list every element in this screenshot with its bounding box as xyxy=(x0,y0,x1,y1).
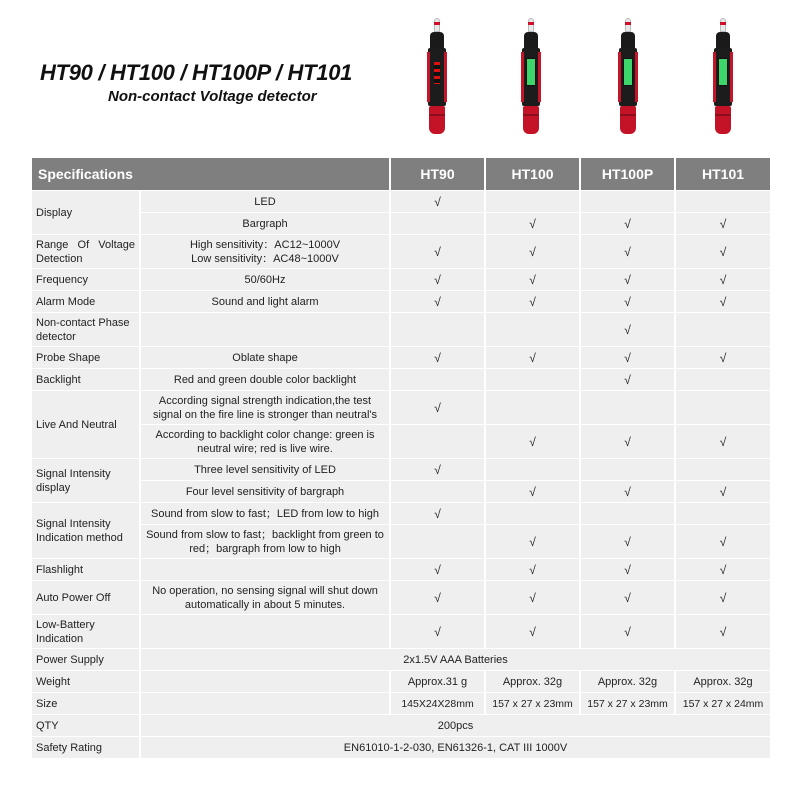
table-row xyxy=(32,425,770,458)
empty-cell xyxy=(581,191,674,212)
table-row xyxy=(32,693,770,714)
check-mark: √ xyxy=(581,313,674,346)
check-mark: √ xyxy=(486,213,579,234)
table-row xyxy=(32,737,770,758)
row-description: LED xyxy=(141,191,389,212)
check-mark: √ xyxy=(391,503,484,524)
row-label: Size xyxy=(32,693,139,714)
header-model: HT101 xyxy=(676,158,770,190)
empty-cell xyxy=(486,503,579,524)
table-row xyxy=(32,481,770,502)
table-row xyxy=(32,525,770,558)
table-row xyxy=(32,191,770,212)
row-label: Live And Neutral xyxy=(32,391,139,458)
weight-value: Approx. 32g xyxy=(581,671,674,692)
check-mark: √ xyxy=(486,425,579,458)
empty-cell xyxy=(391,425,484,458)
empty-cell xyxy=(141,693,389,714)
row-value: EN61010-1-2-030, EN61326-1, CAT III 1000V xyxy=(141,737,770,758)
table-row xyxy=(32,269,770,290)
table-header-row xyxy=(32,158,770,190)
table-row xyxy=(32,459,770,480)
row-value: 2x1.5V AAA Batteries xyxy=(141,649,770,670)
product-image-ht90 xyxy=(424,18,450,140)
check-mark: √ xyxy=(581,425,674,458)
empty-cell xyxy=(486,313,579,346)
empty-cell xyxy=(391,525,484,558)
row-description: Sound from slow to fast；LED from low to high xyxy=(141,503,389,524)
check-mark: √ xyxy=(676,481,770,502)
empty-cell xyxy=(141,671,389,692)
empty-cell xyxy=(391,213,484,234)
empty-cell xyxy=(486,191,579,212)
check-mark: √ xyxy=(676,347,770,368)
row-label: Low-Battery Indication xyxy=(32,615,139,648)
check-mark: √ xyxy=(581,615,674,648)
row-description: Oblate shape xyxy=(141,347,389,368)
product-image-ht100p xyxy=(615,18,641,140)
check-mark: √ xyxy=(581,269,674,290)
row-description: According signal strength indication,the test signal on the fire line is stronger than neutral's xyxy=(141,391,389,424)
empty-cell xyxy=(486,391,579,424)
table-row xyxy=(32,291,770,312)
check-mark: √ xyxy=(486,235,579,268)
row-label: Alarm Mode xyxy=(32,291,139,312)
check-mark: √ xyxy=(581,481,674,502)
row-description: No operation, no sensing signal will shut down automatically in about 5 minutes. xyxy=(141,581,389,614)
check-mark: √ xyxy=(486,269,579,290)
table-row xyxy=(32,503,770,524)
header-specifications: Specifications xyxy=(32,158,389,190)
row-description: High sensitivity：AC12~1000V Low sensitivity：AC48~1000V xyxy=(141,235,389,268)
size-value: 145X24X28mm xyxy=(391,693,484,714)
size-value: 157 x 27 x 24mm xyxy=(676,693,770,714)
empty-cell xyxy=(486,459,579,480)
check-mark: √ xyxy=(676,425,770,458)
row-description: Bargraph xyxy=(141,213,389,234)
row-value: 200pcs xyxy=(141,715,770,736)
check-mark: √ xyxy=(676,269,770,290)
row-description: Sound from slow to fast；backlight from green to red；bargraph from low to high xyxy=(141,525,389,558)
empty-cell xyxy=(676,191,770,212)
check-mark: √ xyxy=(581,369,674,390)
empty-cell xyxy=(676,391,770,424)
check-mark: √ xyxy=(581,213,674,234)
empty-cell xyxy=(391,369,484,390)
row-label: Power Supply xyxy=(32,649,139,670)
check-mark: √ xyxy=(391,459,484,480)
row-label: Non-contact Phase detector xyxy=(32,313,139,346)
empty-cell xyxy=(581,459,674,480)
check-mark: √ xyxy=(676,559,770,580)
page-title: HT90 / HT100 / HT100P / HT101 xyxy=(40,60,353,85)
row-description: Four level sensitivity of bargraph xyxy=(141,481,389,502)
row-description: Three level sensitivity of LED xyxy=(141,459,389,480)
row-label: Flashlight xyxy=(32,559,139,580)
empty-cell xyxy=(391,481,484,502)
check-mark: √ xyxy=(486,615,579,648)
row-label: QTY xyxy=(32,715,139,736)
empty-cell xyxy=(391,313,484,346)
empty-cell xyxy=(141,559,389,580)
check-mark: √ xyxy=(391,191,484,212)
row-label: Weight xyxy=(32,671,139,692)
weight-value: Approx.31 g xyxy=(391,671,484,692)
check-mark: √ xyxy=(391,347,484,368)
table-row xyxy=(32,235,770,268)
empty-cell xyxy=(141,615,389,648)
weight-value: Approx. 32g xyxy=(486,671,579,692)
header-model: HT100 xyxy=(486,158,579,190)
check-mark: √ xyxy=(676,291,770,312)
row-label: Display xyxy=(32,191,139,234)
empty-cell xyxy=(581,391,674,424)
empty-cell xyxy=(141,313,389,346)
weight-value: Approx. 32g xyxy=(676,671,770,692)
row-label: Auto Power Off xyxy=(32,581,139,614)
row-description: Red and green double color backlight xyxy=(141,369,389,390)
empty-cell xyxy=(581,503,674,524)
table-row xyxy=(32,671,770,692)
page-subtitle: Non-contact Voltage detector xyxy=(108,88,317,105)
empty-cell xyxy=(676,313,770,346)
check-mark: √ xyxy=(581,291,674,312)
check-mark: √ xyxy=(486,525,579,558)
table-row xyxy=(32,715,770,736)
check-mark: √ xyxy=(676,235,770,268)
table-row xyxy=(32,347,770,368)
header-model: HT100P xyxy=(581,158,674,190)
check-mark: √ xyxy=(391,235,484,268)
check-mark: √ xyxy=(676,615,770,648)
check-mark: √ xyxy=(676,213,770,234)
empty-cell xyxy=(676,369,770,390)
check-mark: √ xyxy=(391,559,484,580)
check-mark: √ xyxy=(581,581,674,614)
row-description: 50/60Hz xyxy=(141,269,389,290)
product-image-ht100 xyxy=(518,18,544,140)
check-mark: √ xyxy=(676,525,770,558)
check-mark: √ xyxy=(581,235,674,268)
check-mark: √ xyxy=(486,291,579,312)
row-label: Safety Rating xyxy=(32,737,139,758)
size-value: 157 x 27 x 23mm xyxy=(581,693,674,714)
table-row xyxy=(32,559,770,580)
check-mark: √ xyxy=(486,559,579,580)
row-label: Backlight xyxy=(32,369,139,390)
row-description: According to backlight color change: green is neutral wire; red is live wire. xyxy=(141,425,389,458)
check-mark: √ xyxy=(391,391,484,424)
check-mark: √ xyxy=(486,347,579,368)
spec-table xyxy=(30,157,772,759)
check-mark: √ xyxy=(391,291,484,312)
check-mark: √ xyxy=(486,481,579,502)
check-mark: √ xyxy=(581,525,674,558)
table-row xyxy=(32,615,770,648)
check-mark: √ xyxy=(486,581,579,614)
table-row xyxy=(32,313,770,346)
check-mark: √ xyxy=(391,615,484,648)
table-row xyxy=(32,213,770,234)
check-mark: √ xyxy=(391,581,484,614)
row-label: Signal Intensity Indication method xyxy=(32,503,139,558)
empty-cell xyxy=(486,369,579,390)
empty-cell xyxy=(676,503,770,524)
table-row xyxy=(32,581,770,614)
row-label: Signal Intensity display xyxy=(32,459,139,502)
empty-cell xyxy=(676,459,770,480)
row-description: Sound and light alarm xyxy=(141,291,389,312)
check-mark: √ xyxy=(581,347,674,368)
row-label: Range Of Voltage Detection xyxy=(32,235,139,268)
row-label: Probe Shape xyxy=(32,347,139,368)
size-value: 157 x 27 x 23mm xyxy=(486,693,579,714)
check-mark: √ xyxy=(391,269,484,290)
table-row xyxy=(32,649,770,670)
table-row xyxy=(32,369,770,390)
check-mark: √ xyxy=(581,559,674,580)
header-model: HT90 xyxy=(391,158,484,190)
row-label: Frequency xyxy=(32,269,139,290)
product-image-ht101 xyxy=(710,18,736,140)
table-row xyxy=(32,391,770,424)
check-mark: √ xyxy=(676,581,770,614)
